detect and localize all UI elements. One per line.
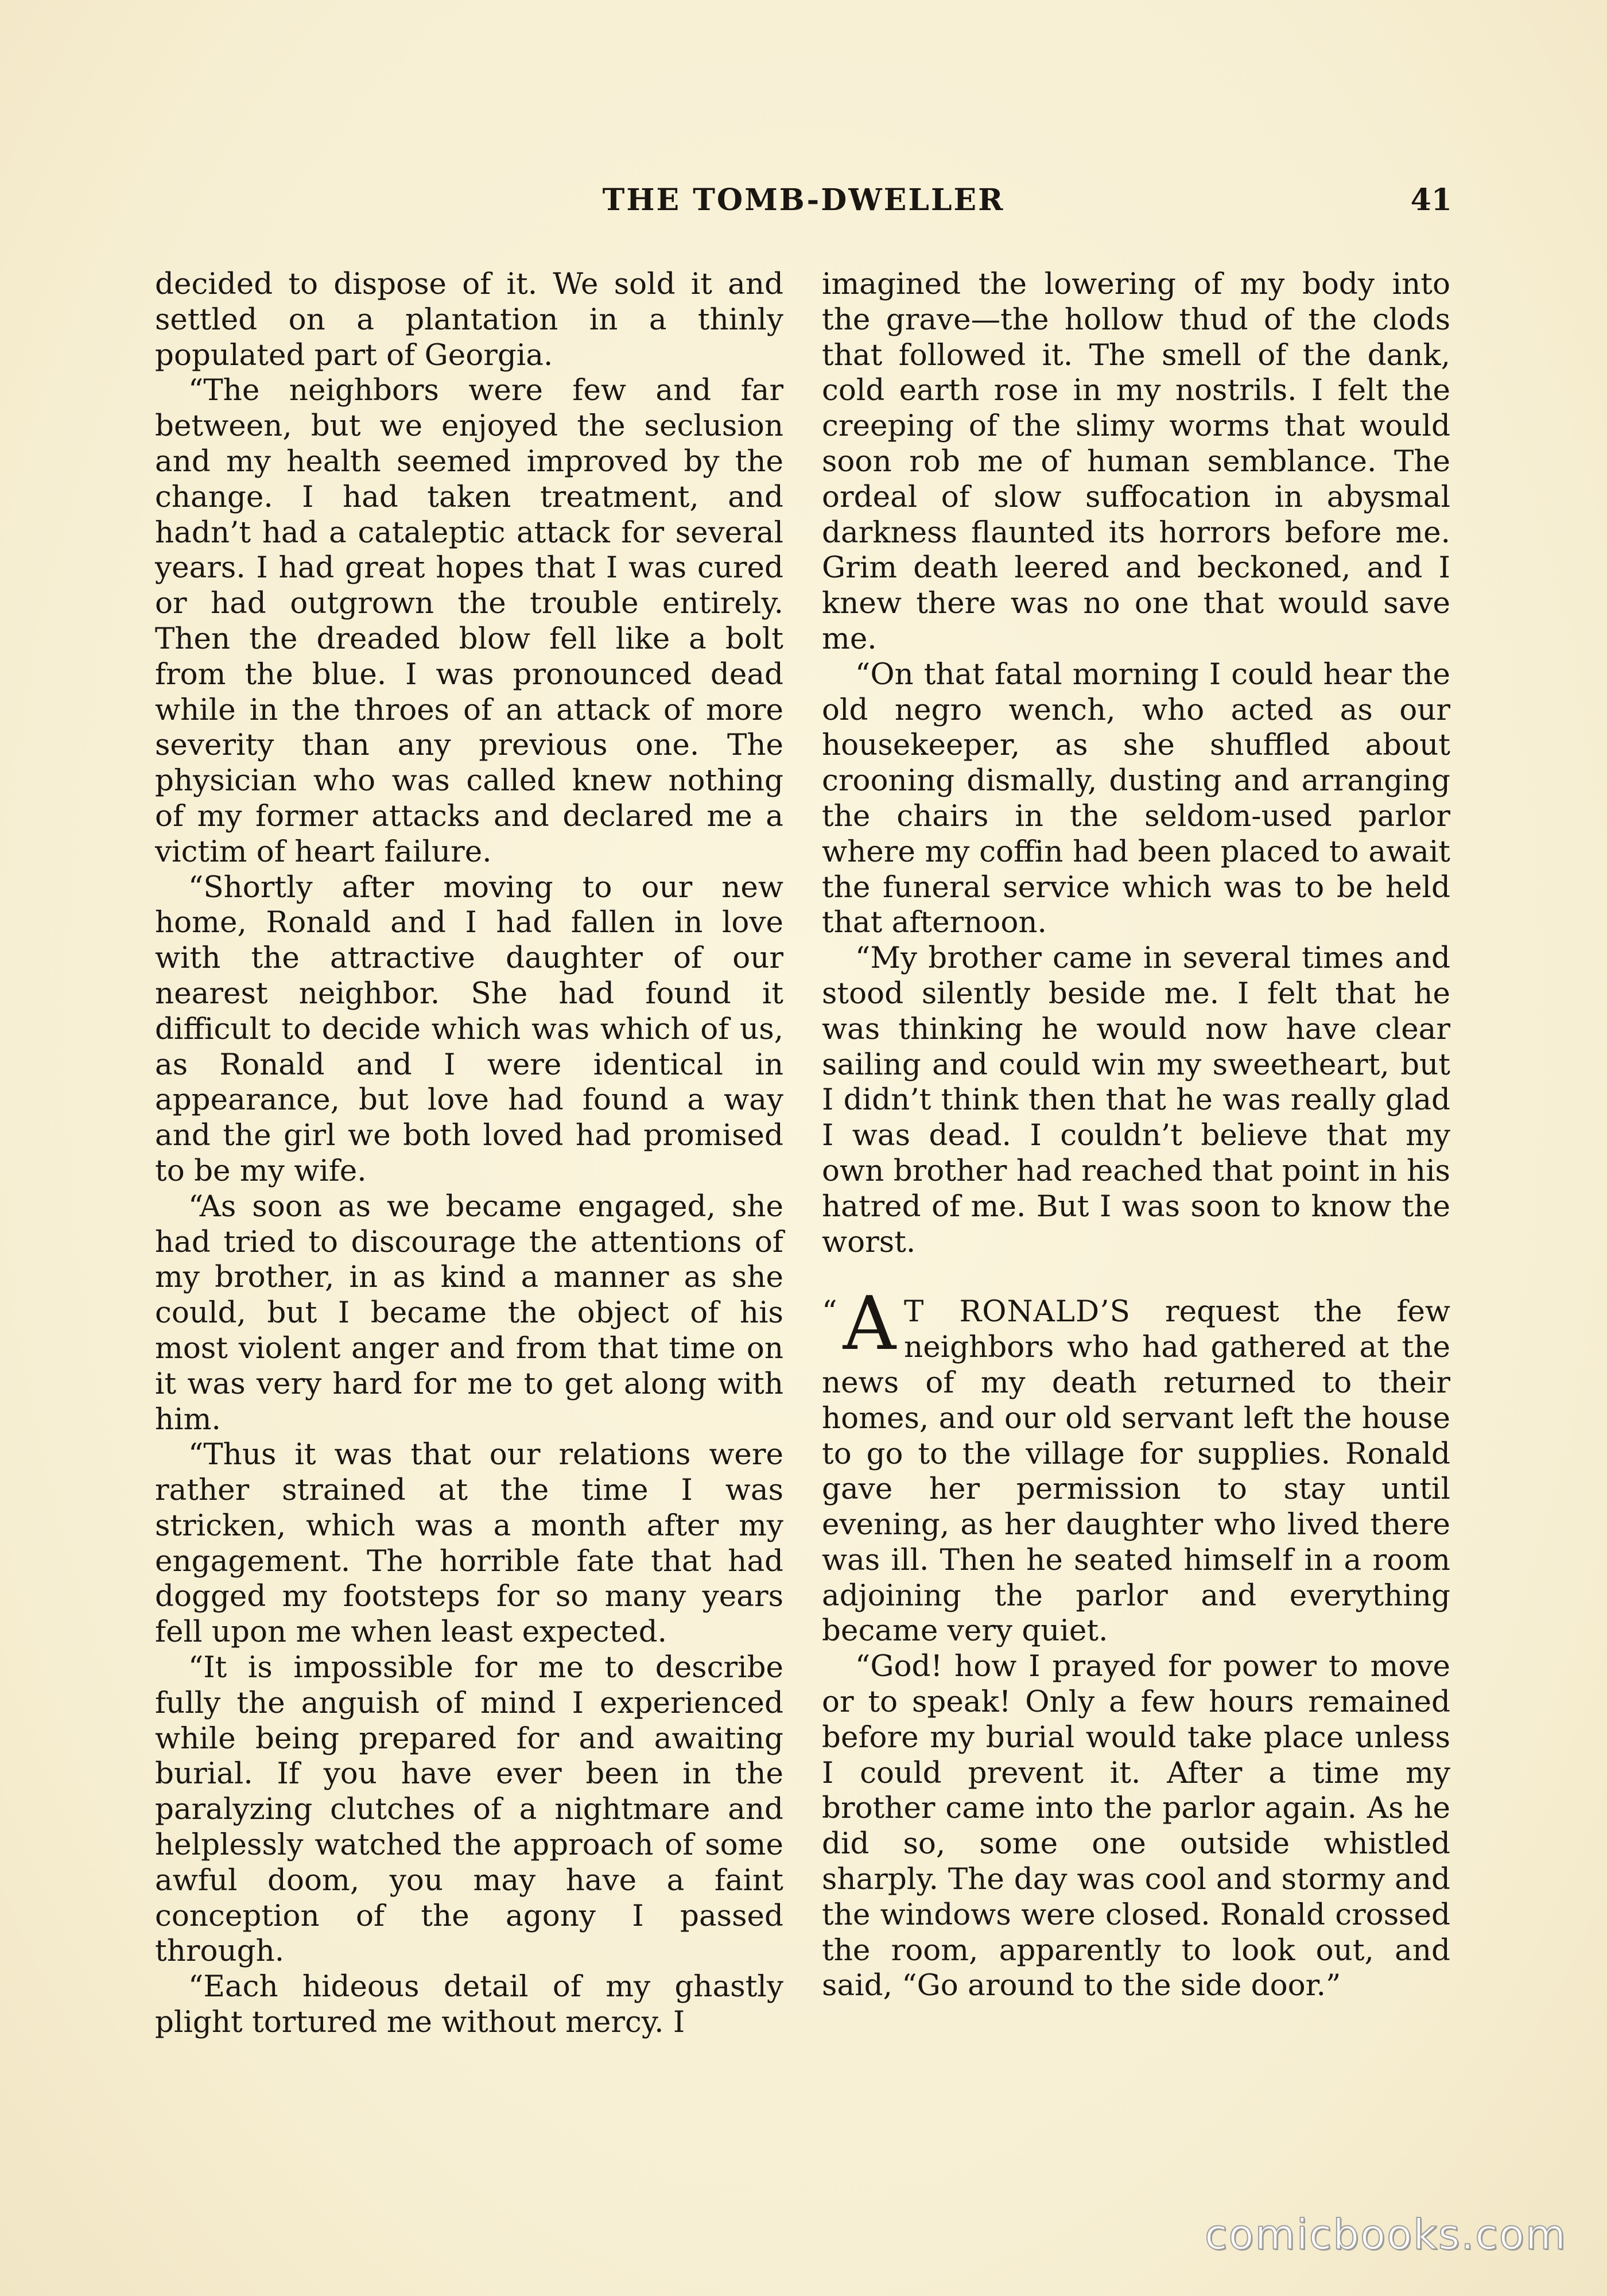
paragraph: “On that fatal morning I could hear the old negro wench, who acted as our housekeeper, as she shuffled about crooning dismally, dusting and arranging the chairs in the seldom-used parlor where my coffin had been placed to await the funeral service which was to be held that afternoon. bbox=[822, 657, 1450, 940]
paragraph: “God! how I prayed for power to move or to speak! Only a few hours remained before my burial would take place unless I could prevent it. After a time my brother came into the parlor again. As he did so, some one outside whistled sharply. The day was cool and stormy and the windows were closed. Ronald crossed the room, apparently to look out, and said, “Go around to the side door.” bbox=[822, 1649, 1450, 2003]
paragraph: “Each hideous detail of my ghastly plight tortured me without mercy. I bbox=[155, 1969, 783, 2040]
paragraph: decided to dispose of it. We sold it and settled on a plantation in a thinly populated part of Georgia. bbox=[155, 267, 783, 373]
page-number: 41 bbox=[1410, 183, 1452, 218]
running-title: THE TOMB-DWELLER bbox=[602, 183, 1005, 218]
left-column bbox=[155, 267, 783, 2138]
opening-quote-mark: “ bbox=[822, 1295, 837, 1330]
paragraph: “Thus it was that our relations were rather strained at the time I was stricken, which was a month after my engagement. The horrible fate that had dogged my footsteps for so many years fell upon me when least expected. bbox=[155, 1437, 783, 1650]
paragraph: “As soon as we became engaged, she had tried to discourage the attentions of my brother, in as kind a manner as she could, but I became the object of his most violent anger and from that time on it was very hard for me to get along with him. bbox=[155, 1189, 783, 1437]
paragraph: “It is impossible for me to describe fully the anguish of mind I experienced while being prepared for and awaiting burial. If you have ever been in the paralyzing clutches of a nightmare and helplessly watched the approach of some awful doom, you may have a faint conception of the agony I passed through. bbox=[155, 1650, 783, 1969]
watermark-logo: comicbooks.com bbox=[1204, 2210, 1567, 2259]
paragraph: “Shortly after moving to our new home, Ronald and I had fallen in love with the attractive daughter of our nearest neighbor. She had found it difficult to decide which was which of us, as Ronald and I were identical in appearance, but love had found a way and the girl we both loved had promised to be my wife. bbox=[155, 870, 783, 1188]
drop-cap: A bbox=[843, 1281, 896, 1367]
paragraph: “The neighbors were few and far between, but we enjoyed the seclusion and my health seemed improved by the change. I had taken treatment, and hadn’t had a cataleptic attack for several years. I had great hopes that I was cured or had outgrown the trouble entirely. Then the dreaded blow fell like a bolt from the blue. I was pronounced dead while in the throes of an attack of more severity than any previous one. The physician who was called knew nothing of my former attacks and declared me a victim of heart failure. bbox=[155, 373, 783, 869]
paragraph-text: request the few neighbors who had gathered at the news of my death returned to their homes, and our old servant left the house to go to the village for supplies. Ronald gave her permission to stay until evening, as her daughter who lived there was ill. Then he seated himself in a room adjoining the parlor and everything became very quiet. bbox=[822, 1294, 1450, 1649]
section-opening-paragraph bbox=[822, 1281, 1450, 1649]
paragraph: imagined the lowering of my body into the grave—the hollow thud of the clods that followed it. The smell of the dank, cold earth rose in my nostrils. I felt the creeping of the slimy worms that would soon rob me of human semblance. The ordeal of slow suffocation in abysmal darkness flaunted its horrors before me. Grim death leered and beckoned, and I knew there was no one that would save me. bbox=[822, 267, 1450, 656]
paragraph: “My brother came in several times and stood silently beside me. I felt that he was thinking he would now have clear sailing and could win my sweetheart, but I didn’t think then that he was really glad I was dead. I couldn’t believe that my own brother had reached that point in his hatred of me. But I was soon to know the worst. bbox=[822, 941, 1450, 1259]
lead-in-text: T RONALD’S bbox=[904, 1294, 1131, 1329]
right-column bbox=[822, 267, 1450, 2138]
running-header bbox=[155, 183, 1452, 223]
